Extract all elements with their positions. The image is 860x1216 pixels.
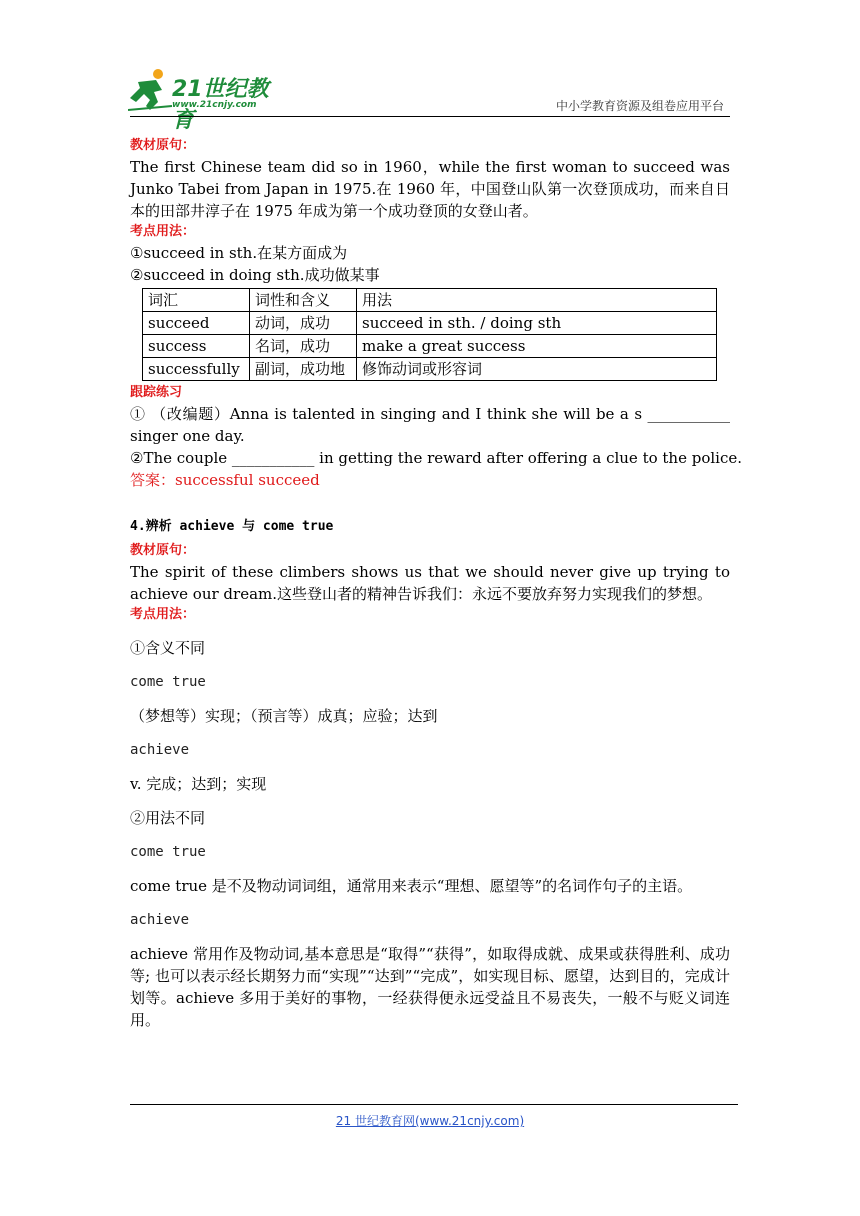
runner-logo-icon bbox=[128, 68, 174, 112]
header-divider bbox=[130, 116, 730, 117]
achieve-usage: achieve 常用作及物动词,基本意思是“取得”“获得”，如取得成就、成果或获得胜利、成功等; 也可以表示经长期努力而“实现”“达到”“完成”，如实现目标、愿望，达到目的，完成计划等。achieve 多用于美好的事物，一经获得便永远受益且不易丧失，一般不与贬义词连用。 bbox=[130, 945, 730, 1029]
come-true-usage: come true 是不及物动词词组，通常用来表示“理想、愿望等”的名词作句子的主语。 bbox=[130, 877, 693, 895]
achieve-meaning: v. 完成；达到；实现 bbox=[130, 775, 267, 793]
document-body bbox=[130, 136, 743, 1031]
table-cell: 修饰动词或形容词 bbox=[357, 358, 717, 381]
table-cell: succeed bbox=[143, 312, 250, 335]
footer-divider bbox=[130, 1104, 738, 1105]
term-come-true: come true bbox=[130, 674, 206, 690]
table-header-cell: 词汇 bbox=[143, 289, 250, 312]
usage-label: 考点用法： bbox=[130, 607, 196, 622]
table-cell: 动词，成功 bbox=[250, 312, 357, 335]
table-row bbox=[143, 335, 717, 358]
vocabulary-table bbox=[142, 288, 717, 381]
table-row bbox=[143, 358, 717, 381]
usage-label: 考点用法： bbox=[130, 224, 196, 239]
original-sentence-label: 教材原句： bbox=[130, 138, 196, 153]
table-header-cell: 用法 bbox=[357, 289, 717, 312]
practice-label: 跟踪练习 bbox=[130, 385, 183, 400]
section-title: 4.辨析 achieve 与 come true bbox=[130, 519, 334, 534]
footer-link[interactable]: 21 世纪教育网(www.21cnjy.com) bbox=[335, 1114, 525, 1128]
answer-text: 答案：successful succeed bbox=[130, 471, 320, 489]
practice-item-2: ②The couple ___________ in getting the reward after offering a clue to the police. bbox=[130, 449, 743, 467]
logo-title: 21世纪教育 bbox=[172, 77, 269, 133]
usage-item-2: ②succeed in doing sth.成功做某事 bbox=[130, 266, 380, 284]
table-cell: make a great success bbox=[357, 335, 717, 358]
table-header-cell: 词性和含义 bbox=[250, 289, 357, 312]
usage-heading: ②用法不同 bbox=[130, 809, 206, 827]
original-sentence: The spirit of these climbers shows us that we should never give up trying to achieve our dream.这些登山者的精神告诉我们：永远不要放弃努力实现我们的梦想。 bbox=[130, 563, 730, 603]
logo bbox=[128, 68, 288, 133]
table-cell: success bbox=[143, 335, 250, 358]
logo-url: www.21cnjy.com bbox=[172, 100, 257, 110]
page-header bbox=[0, 0, 860, 133]
original-sentence-label: 教材原句： bbox=[130, 543, 196, 558]
table-row bbox=[143, 312, 717, 335]
term-achieve: achieve bbox=[130, 742, 190, 758]
practice-item-1: ① （改编题）Anna is talented in singing and I think she will be a s ___________ singer one day. bbox=[130, 405, 730, 445]
come-true-meaning: （梦想等）实现；（预言等）成真；应验；达到 bbox=[130, 707, 438, 725]
term-achieve-2: achieve bbox=[130, 912, 190, 928]
usage-item-1: ①succeed in sth.在某方面成为 bbox=[130, 244, 348, 262]
table-cell: succeed in sth. / doing sth bbox=[357, 312, 717, 335]
table-cell: successfully bbox=[143, 358, 250, 381]
table-cell: 名词，成功 bbox=[250, 335, 357, 358]
table-header-row bbox=[143, 289, 717, 312]
platform-name: 中小学教育资源及组卷应用平台 bbox=[555, 99, 724, 113]
table-cell: 副词，成功地 bbox=[250, 358, 357, 381]
term-come-true-2: come true bbox=[130, 844, 206, 860]
original-sentence: The first Chinese team did so in 1960，while the first woman to succeed was Junko Tabei from Japan in 1975.在 1960 年，中国登山队第一次登顶成功，而来自日本的田部井淳子在 1975 年成为第一个成功登顶的女登山者。 bbox=[130, 158, 730, 220]
meaning-heading: ①含义不同 bbox=[130, 639, 206, 657]
